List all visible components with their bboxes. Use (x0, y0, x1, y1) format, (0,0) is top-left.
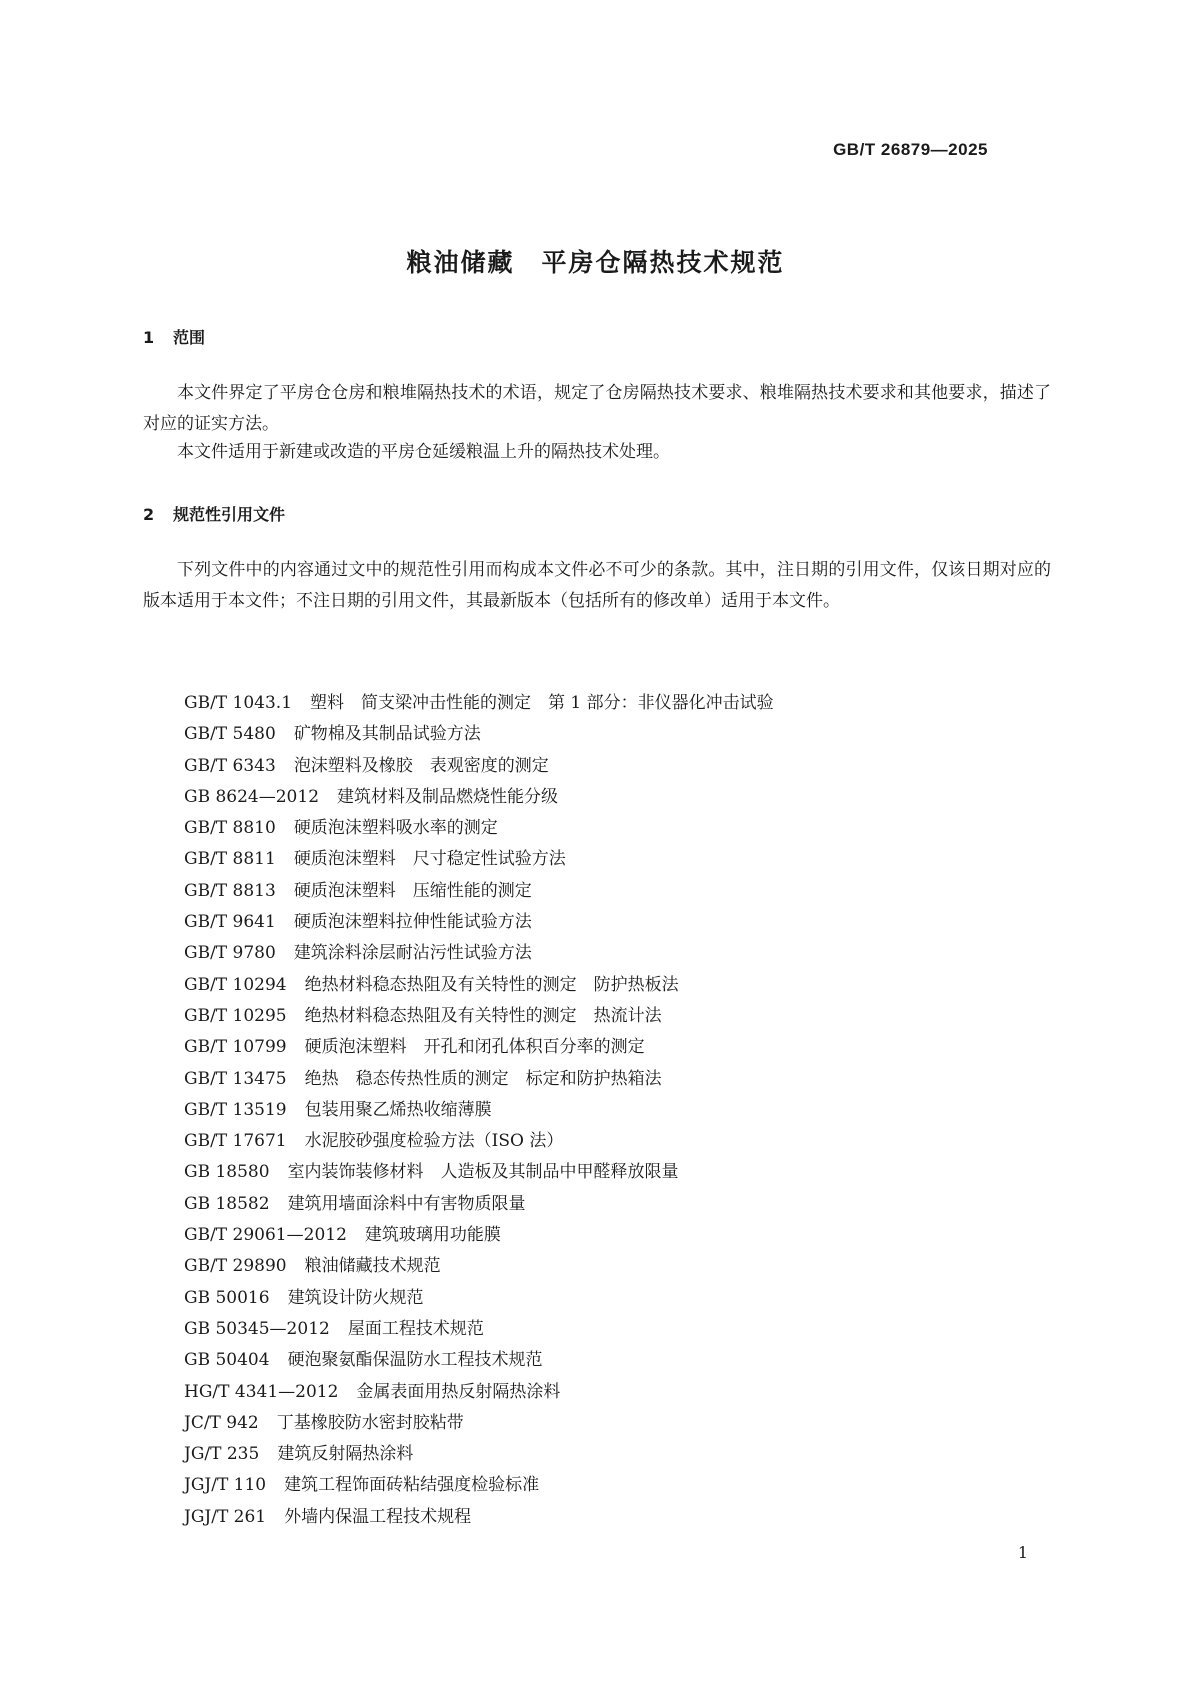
reference-code: GB/T 1043.1 (184, 693, 293, 713)
reference-item (184, 719, 774, 750)
reference-title: 水泥胶砂强度检验方法（ISO 法） (304, 1131, 564, 1152)
reference-item (184, 1408, 774, 1439)
reference-code: GB/T 10799 (184, 1037, 287, 1058)
reference-code: GB/T 10295 (184, 1005, 287, 1026)
reference-code: GB/T 9780 (184, 943, 276, 964)
reference-item (184, 1470, 774, 1501)
reference-code: GB 50404 (184, 1350, 270, 1371)
reference-title: 粮油储藏技术规范 (304, 1256, 441, 1277)
reference-title: 绝热 稳态传热性质的测定 标定和防护热箱法 (304, 1068, 662, 1089)
reference-title: 绝热材料稳态热阻及有关特性的测定 防护热板法 (304, 974, 679, 995)
reference-code: GB 8624—2012 (184, 786, 320, 807)
reference-item (184, 688, 774, 719)
reference-item (184, 1439, 774, 1470)
reference-item (184, 970, 774, 1001)
reference-item (184, 876, 774, 907)
reference-item (184, 1377, 774, 1408)
reference-item (184, 1064, 774, 1095)
reference-title: 建筑设计防火规范 (287, 1287, 424, 1308)
reference-code: JG/T 235 (184, 1444, 260, 1465)
reference-code: GB/T 5480 (184, 724, 276, 745)
reference-title: 硬质泡沫塑料拉伸性能试验方法 (293, 912, 532, 933)
standard-code: GB/T 26879—2025 (833, 140, 988, 159)
reference-title: 建筑涂料涂层耐沾污性试验方法 (293, 943, 532, 964)
reference-title: 建筑工程饰面砖粘结强度检验标准 (284, 1475, 540, 1496)
reference-code: GB 18582 (184, 1193, 270, 1214)
section-2-number: 2 (143, 505, 155, 524)
reference-title: 建筑玻璃用功能膜 (364, 1225, 501, 1246)
reference-item (184, 938, 774, 969)
section-1-number: 1 (143, 328, 155, 347)
reference-title: 硬质泡沫塑料 压缩性能的测定 (293, 880, 532, 901)
reference-title: 金属表面用热反射隔热涂料 (356, 1381, 561, 1402)
section-2-intro: 下列文件中的内容通过文中的规范性引用而构成本文件必不可少的条款。其中，注日期的引用文件，仅该日期对应的版本适用于本文件；不注日期的引用文件，其最新版本（包括所有的修改单）适用于本文件。 (143, 560, 1051, 611)
reference-code: JGJ/T 261 (184, 1506, 267, 1527)
reference-code: GB 18580 (184, 1162, 270, 1183)
reference-list (184, 688, 774, 1533)
reference-title: 硬质泡沫塑料 尺寸稳定性试验方法 (293, 849, 566, 870)
reference-title: 包装用聚乙烯热收缩薄膜 (304, 1099, 492, 1120)
reference-item (184, 1095, 774, 1126)
document-title: 粮油储藏 平房仓隔热技术规范 (406, 248, 785, 277)
reference-item (184, 782, 774, 813)
page-number: 1 (1017, 1543, 1028, 1562)
reference-title: 丁基橡胶防水密封胶粘带 (276, 1412, 464, 1433)
section-1-heading (143, 325, 205, 348)
reference-code: GB/T 29061—2012 (184, 1225, 347, 1246)
reference-code: GB 50345—2012 (184, 1318, 330, 1339)
reference-code: GB 50016 (184, 1287, 270, 1308)
reference-code: GB/T 8811 (184, 849, 276, 870)
reference-title: 屋面工程技术规范 (347, 1318, 484, 1339)
reference-code: JGJ/T 110 (184, 1475, 267, 1496)
reference-item (184, 1189, 774, 1220)
reference-title: 泡沫塑料及橡胶 表观密度的测定 (293, 755, 549, 776)
reference-item (184, 1314, 774, 1345)
reference-title: 硬质泡沫塑料 开孔和闭孔体积百分率的测定 (304, 1037, 645, 1058)
section-1-title: 范围 (173, 328, 206, 347)
reference-item (184, 1032, 774, 1063)
reference-title: 绝热材料稳态热阻及有关特性的测定 热流计法 (304, 1005, 662, 1026)
reference-code: GB/T 13475 (184, 1068, 287, 1089)
reference-code: GB/T 9641 (184, 912, 276, 933)
reference-item (184, 907, 774, 938)
reference-code: GB/T 8813 (184, 880, 276, 901)
reference-title: 硬泡聚氨酯保温防水工程技术规范 (287, 1350, 543, 1371)
section-1-paragraph-2: 本文件适用于新建或改造的平房仓延缓粮温上升的隔热技术处理。 (177, 442, 670, 462)
reference-code: HG/T 4341—2012 (184, 1381, 339, 1402)
section-1-paragraph-1: 本文件界定了平房仓仓房和粮堆隔热技术的术语，规定了仓房隔热技术要求、粮堆隔热技术要求和其他要求，描述了对应的证实方法。 (143, 383, 1051, 434)
reference-item (184, 844, 774, 875)
reference-code: GB/T 17671 (184, 1131, 287, 1152)
reference-item (184, 1345, 774, 1376)
reference-code: JC/T 942 (184, 1412, 259, 1433)
reference-title: 塑料 简支梁冲击性能的测定 第 1 部分：非仪器化冲击试验 (310, 693, 774, 713)
reference-item (184, 813, 774, 844)
reference-title: 外墙内保温工程技术规程 (284, 1506, 472, 1527)
reference-item (184, 751, 774, 782)
reference-item (184, 1001, 774, 1032)
section-2-title: 规范性引用文件 (173, 505, 286, 524)
reference-item (184, 1502, 774, 1533)
section-2-heading (143, 502, 285, 525)
reference-item (184, 1157, 774, 1188)
reference-item (184, 1283, 774, 1314)
reference-item (184, 1220, 774, 1251)
reference-code: GB/T 13519 (184, 1099, 287, 1120)
reference-code: GB/T 8810 (184, 818, 276, 839)
reference-code: GB/T 10294 (184, 974, 287, 995)
reference-code: GB/T 29890 (184, 1256, 287, 1277)
reference-title: 建筑用墙面涂料中有害物质限量 (287, 1193, 526, 1214)
reference-title: 矿物棉及其制品试验方法 (293, 724, 481, 745)
reference-title: 硬质泡沫塑料吸水率的测定 (293, 818, 498, 839)
reference-title: 建筑材料及制品燃烧性能分级 (337, 786, 559, 807)
reference-item (184, 1126, 774, 1157)
reference-title: 建筑反射隔热涂料 (277, 1444, 414, 1465)
reference-item (184, 1251, 774, 1282)
reference-code: GB/T 6343 (184, 755, 276, 776)
reference-title: 室内装饰装修材料 人造板及其制品中甲醛释放限量 (287, 1162, 679, 1183)
